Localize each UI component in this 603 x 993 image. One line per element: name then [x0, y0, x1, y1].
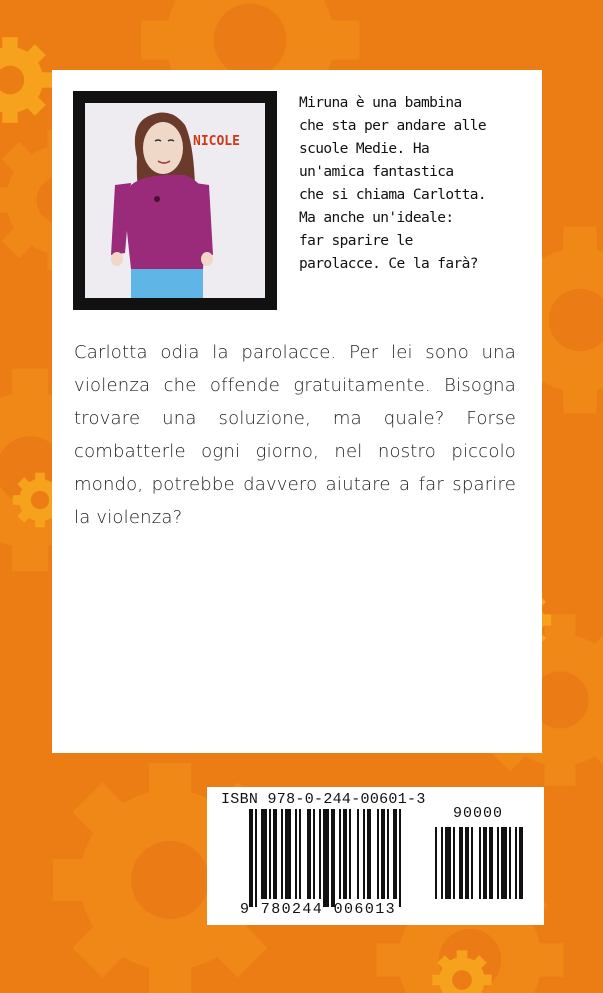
addon-barcode-bar: [471, 827, 473, 899]
barcode-bar: [255, 809, 257, 907]
addon-barcode-bar: [453, 827, 455, 899]
barcode-bar: [295, 809, 297, 899]
barcode-bar: [367, 809, 371, 899]
addon-barcode-bar: [515, 827, 517, 899]
barcode-bar: [331, 809, 335, 907]
barcode-bar: [319, 809, 321, 899]
barcode-bar: [387, 809, 389, 899]
addon-barcode-bar: [483, 827, 487, 899]
addon-barcode-bar: [509, 827, 511, 899]
barcode-bar: [399, 809, 401, 907]
addon-barcode-bar: [479, 827, 481, 899]
addon-barcode-bar: [519, 827, 523, 899]
barcode-bar: [269, 809, 271, 899]
barcode-bar: [285, 809, 291, 899]
barcode-bar: [299, 809, 301, 899]
short-blurb: [299, 92, 531, 276]
barcode-bar: [393, 809, 397, 899]
addon-barcode-bar: [441, 827, 443, 899]
barcode-bar: [363, 809, 365, 899]
addon-barcode-bar: [445, 827, 451, 899]
isbn-barcode-box: [207, 787, 544, 925]
addon-barcode-bar: [489, 827, 493, 899]
barcode-bar: [357, 809, 359, 899]
barcode-bar: [339, 809, 341, 899]
short-blurb-line: scuole Medie. Ha: [299, 141, 430, 157]
barcode-bar: [323, 809, 329, 907]
cover-art-frame: [73, 91, 277, 310]
isbn-label: ISBN 978-0-244-00601-3: [221, 791, 426, 808]
barcode-bar: [273, 809, 277, 899]
barcode-bar: [349, 809, 351, 899]
short-blurb-line: Miruna è una bambina: [299, 95, 462, 111]
short-blurb-line: Ma anche un'ideale:: [299, 210, 454, 226]
barcode-bar: [343, 809, 347, 899]
ean-digits: 9 780244 006013: [240, 901, 397, 918]
addon-barcode-bar: [459, 827, 463, 899]
child-drawing-illustration: [85, 103, 265, 298]
short-blurb-line: che sta per andare alle: [299, 118, 486, 134]
barcode-bar: [261, 809, 267, 899]
drawing-caption: NICOLE: [193, 134, 240, 149]
short-blurb-line: far sparire le: [299, 233, 413, 249]
barcode-bar: [313, 809, 315, 899]
addon-barcode-bar: [465, 827, 469, 899]
barcode-bar: [281, 809, 283, 899]
short-blurb-line: parolacce. Ce la farà?: [299, 256, 478, 272]
short-blurb-line: che si chiama Carlotta.: [299, 187, 486, 203]
addon-barcode-bar: [497, 827, 499, 899]
price-code: 90000: [453, 805, 504, 822]
addon-barcode-bar: [435, 827, 437, 899]
barcode-bar: [307, 809, 311, 899]
long-blurb: Carlotta odia la parolacce. Per lei sono una violenza che offende gratuitamente. Bisogna trovare una soluzione, ma quale? Forse combatterle ogni giorno, nel nostro piccolo mondo, potrebbe davvero aiutare a far sparire la violenza?: [74, 342, 516, 528]
barcode-bar: [249, 809, 253, 907]
blurb-panel: [52, 70, 542, 753]
barcode-bar: [381, 809, 385, 899]
barcode-bar: [377, 809, 379, 899]
addon-barcode-bar: [501, 827, 507, 899]
short-blurb-line: un'amica fantastica: [299, 164, 454, 180]
